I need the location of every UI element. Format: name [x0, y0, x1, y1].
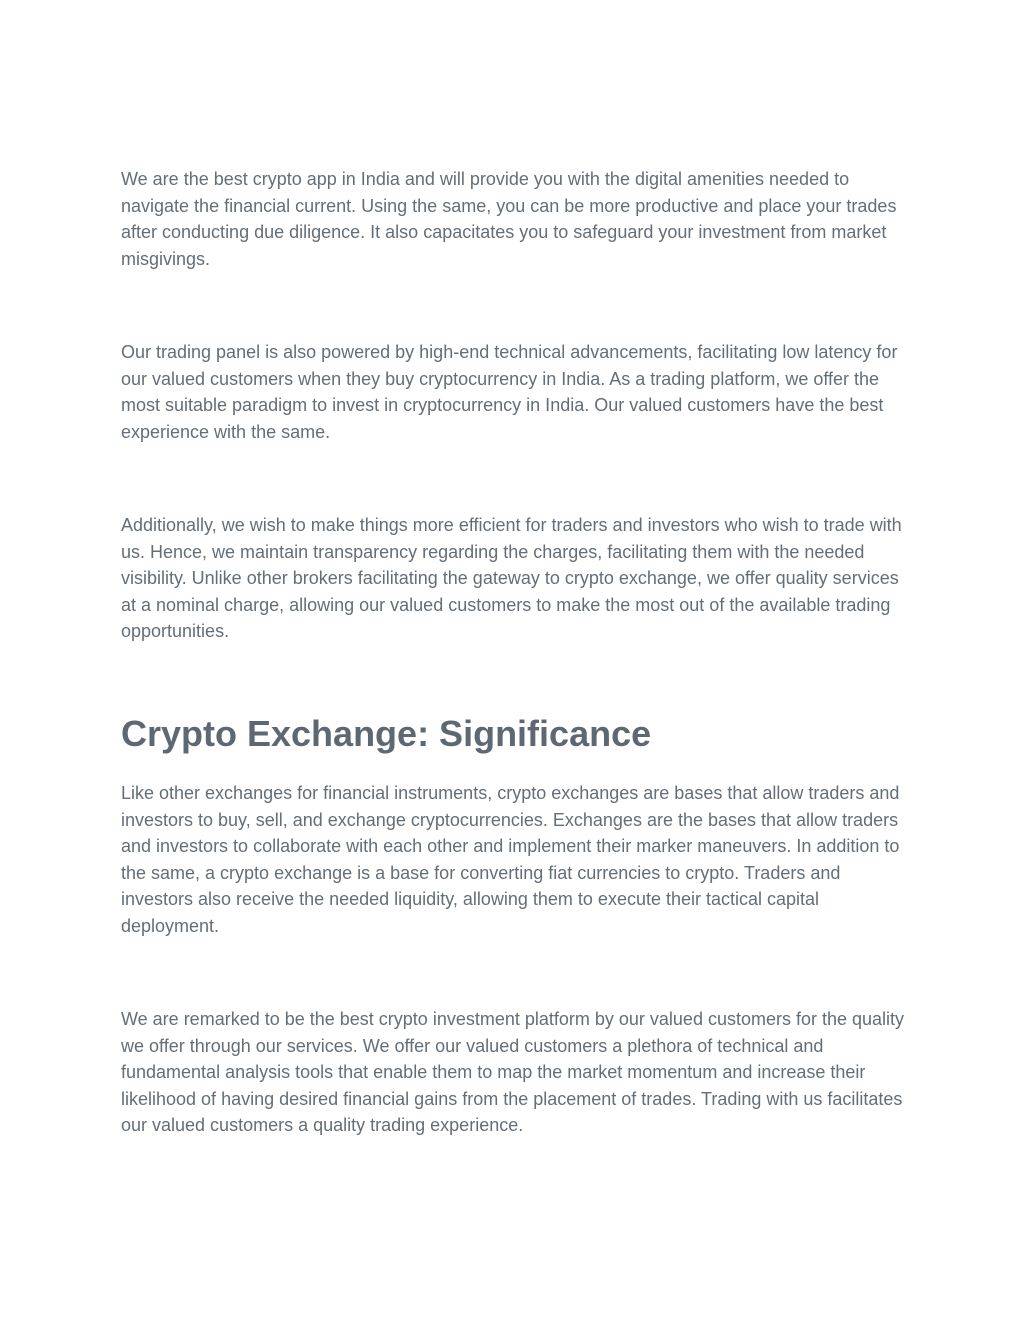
section-paragraph-2: We are remarked to be the best crypto investment platform by our valued customers for the quality we offer through our services. We offer our valued customers a plethora of technical and fundamental analysis tools that enable them to map the market momentum and increase their likelihood of having desired financial gains from the placement of trades. Trading with us facilitates our valued customers a quality trading experience.: [121, 1009, 905, 1136]
intro-paragraph-1: We are the best crypto app in India and will provide you with the digital amenities needed to navigate the financial current. Using the same, you can be more productive and place your trades after conducting due diligence. It also capacitates you to safeguard your investment from market misgivings.: [121, 169, 897, 269]
section-heading: Crypto Exchange: Significance: [121, 713, 652, 754]
intro-paragraph-3: Additionally, we wish to make things more efficient for traders and investors who wish to trade with us. Hence, we maintain transparency regarding the charges, facilitating them with the needed visibility. Unlike other brokers facilitating the gateway to crypto exchange, we offer quality services at a nominal charge, allowing our valued customers to make the most out of the available trading opportunities.: [121, 515, 902, 642]
intro-paragraph-2: Our trading panel is also powered by high-end technical advancements, facilitating low latency for our valued customers when they buy cryptocurrency in India. As a trading platform, we offer the most suitable paradigm to invest in cryptocurrency in India. Our valued customers have the best experience with the same.: [121, 342, 898, 442]
section-paragraph-1: Like other exchanges for financial instruments, crypto exchanges are bases that allow traders and investors to buy, sell, and exchange cryptocurrencies. Exchanges are the bases that allow traders and investors to collaborate with each other and implement their marker maneuvers. In addition to the same, a crypto exchange is a base for converting fiat currencies to crypto. Traders and investors also receive the needed liquidity, allowing them to execute their tactical capital deployment.: [121, 783, 900, 936]
